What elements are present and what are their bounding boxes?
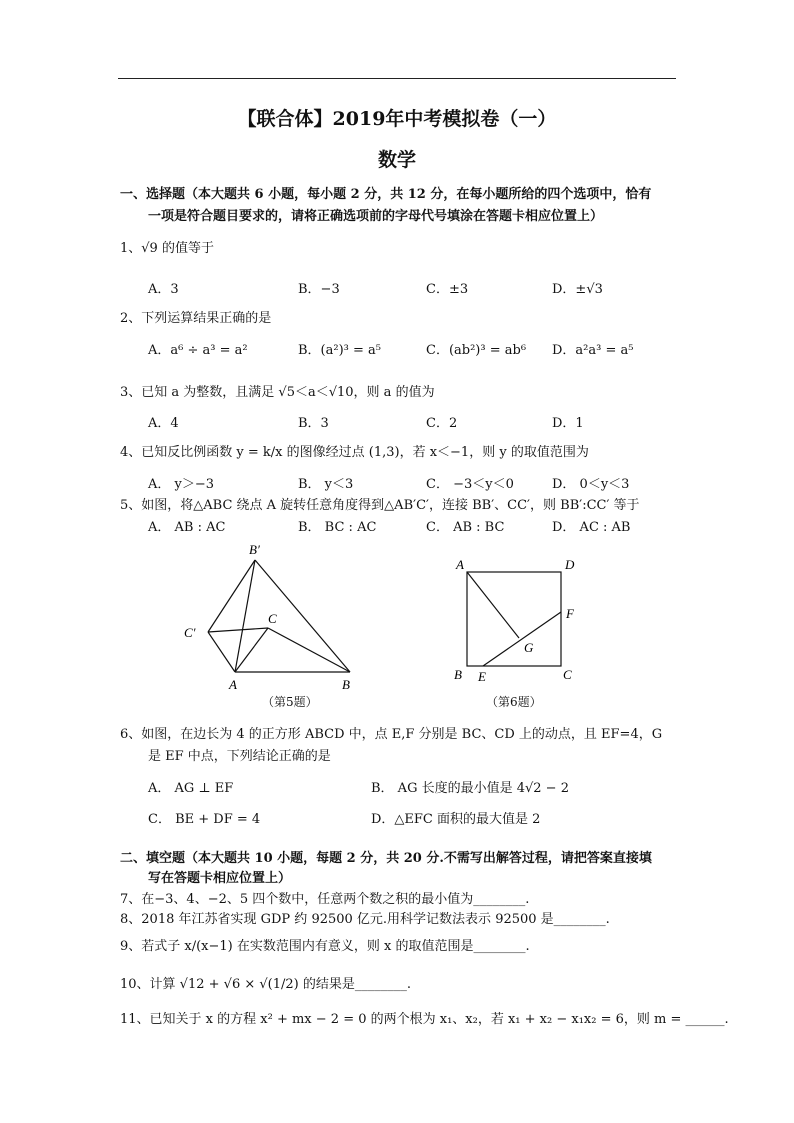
q2-option-b: B．(a²)³ = a⁵ — [298, 343, 381, 358]
fig6-segment-ef — [483, 612, 561, 666]
fig5-label-cp: C′ — [184, 625, 196, 640]
fig5-caption: （第5题） — [262, 695, 318, 709]
fill-q11: 11、已知关于 x 的方程 x² + mx − 2 = 0 的两个根为 x₁、x₂，若 x₁ + x₂ − x₁x₂ = 6，则 m = ______. — [120, 1012, 729, 1027]
q3-stem: 3、已知 a 为整数，且满足 √5＜a＜√10，则 a 的值为 — [120, 385, 435, 400]
fig6-segment-ag — [467, 572, 519, 638]
q2-stem: 2、下列运算结果正确的是 — [120, 311, 272, 326]
q6-option-b: B． AG 长度的最小值是 4√2 − 2 — [371, 781, 569, 796]
section2-heading-line2: 写在答题卡相应位置上） — [148, 871, 292, 886]
fig5-edge-bp-a — [235, 560, 255, 672]
section1-heading-line1: 一、选择题（本大题共 6 小题，每小题 2 分，共 12 分，在每小题所给的四个选项中，恰有 — [120, 187, 652, 202]
q2-option-d: D．a²a³ = a⁵ — [552, 343, 634, 358]
fig6-label-b: B — [454, 667, 462, 682]
q5-option-d: D． AC : AB — [552, 520, 631, 535]
fig6-label-c: C — [563, 667, 572, 682]
q4-option-c: C． −3＜y＜0 — [426, 477, 514, 492]
q4-option-b: B． y＜3 — [298, 477, 354, 492]
fig5-label-b: B — [342, 677, 350, 692]
fig5-edge-c-b — [268, 628, 350, 672]
fill-q10: 10、计算 √12 + √6 × √(1/2) 的结果是________. — [120, 977, 411, 992]
q1-option-d: D．±√3 — [552, 282, 603, 297]
q6-option-c: C． BE + DF = 4 — [148, 812, 261, 827]
fig6-label-d: D — [565, 557, 575, 572]
fig6-label-f: F — [566, 606, 574, 621]
section2-heading-line1: 二、填空题（本大题共 10 小题，每题 2 分，共 20 分.不需写出解答过程，请把答案直接填 — [120, 851, 652, 866]
fig5-label-c: C — [268, 611, 277, 626]
q5-option-a: A． AB : AC — [148, 520, 226, 535]
fig6-label-g: G — [524, 640, 534, 655]
q5-stem: 5、如图，将△ABC 绕点 A 旋转任意角度得到△AB′C′，连接 BB′、CC′，则 BB′:CC′ 等于 — [120, 498, 640, 513]
figure-6 — [445, 552, 595, 692]
q2-option-c: C．(ab²)³ = ab⁶ — [426, 343, 527, 358]
fig6-square — [467, 572, 561, 666]
q3-option-b: B．3 — [298, 416, 329, 431]
fig5-edge-cp-c — [208, 628, 268, 632]
q4-stem: 4、已知反比例函数 y = k/x 的图像经过点 (1,3)，若 x＜−1，则 y 的取值范围为 — [120, 445, 589, 460]
q2-option-a: A．a⁶ ÷ a³ = a² — [148, 343, 248, 358]
q5-option-b: B． BC : AC — [298, 520, 377, 535]
fill-q9: 9、若式子 x/(x−1) 在实数范围内有意义，则 x 的取值范围是________. — [120, 939, 530, 954]
q1-option-c: C．±3 — [426, 282, 469, 297]
fig6-label-e: E — [478, 669, 486, 684]
fig6-caption: （第6题） — [486, 695, 542, 709]
q3-option-a: A．4 — [148, 416, 179, 431]
q3-option-d: D．1 — [552, 416, 584, 431]
subject-title: 数学 — [377, 149, 416, 171]
fig5-label-bp: B′ — [249, 542, 260, 557]
q1-option-a: A．3 — [148, 282, 179, 297]
q6-stem-line1: 6、如图，在边长为 4 的正方形 ABCD 中，点 E,F 分别是 BC、CD 上的动点，且 EF=4，G — [120, 727, 663, 742]
q6-option-a: A． AG ⊥ EF — [148, 781, 234, 796]
header-rule — [118, 78, 676, 79]
q4-option-d: D． 0＜y＜3 — [552, 477, 630, 492]
q1-option-b: B．−3 — [298, 282, 340, 297]
fill-q8: 8、2018 年江苏省实现 GDP 约 92500 亿元.用科学记数法表示 92500 是________. — [120, 912, 610, 927]
section1-heading-line2: 一项是符合题目要求的，请将正确选项前的字母代号填涂在答题卡相应位置上） — [148, 209, 604, 224]
q6-option-d: D．△EFC 面积的最大值是 2 — [371, 812, 541, 827]
q1-stem: 1、√9 的值等于 — [120, 241, 214, 256]
q3-option-c: C．2 — [426, 416, 458, 431]
fig5-label-a: A — [229, 677, 237, 692]
fig5-edge-bp-cp — [208, 560, 255, 632]
q5-option-c: C． AB : BC — [426, 520, 505, 535]
figure-5 — [175, 540, 375, 710]
fig5-edge-a-c — [235, 628, 268, 672]
fig6-label-a: A — [456, 557, 464, 572]
q4-option-a: A． y＞−3 — [148, 477, 215, 492]
page-title: 【联合体】2019年中考模拟卷（一） — [237, 108, 557, 130]
fill-q7: 7、在−3、4、−2、5 四个数中，任意两个数之积的最小值为________. — [120, 892, 530, 907]
fig5-edge-cp-a — [208, 632, 235, 672]
q6-stem-line2: 是 EF 中点，下列结论正确的是 — [148, 749, 331, 764]
